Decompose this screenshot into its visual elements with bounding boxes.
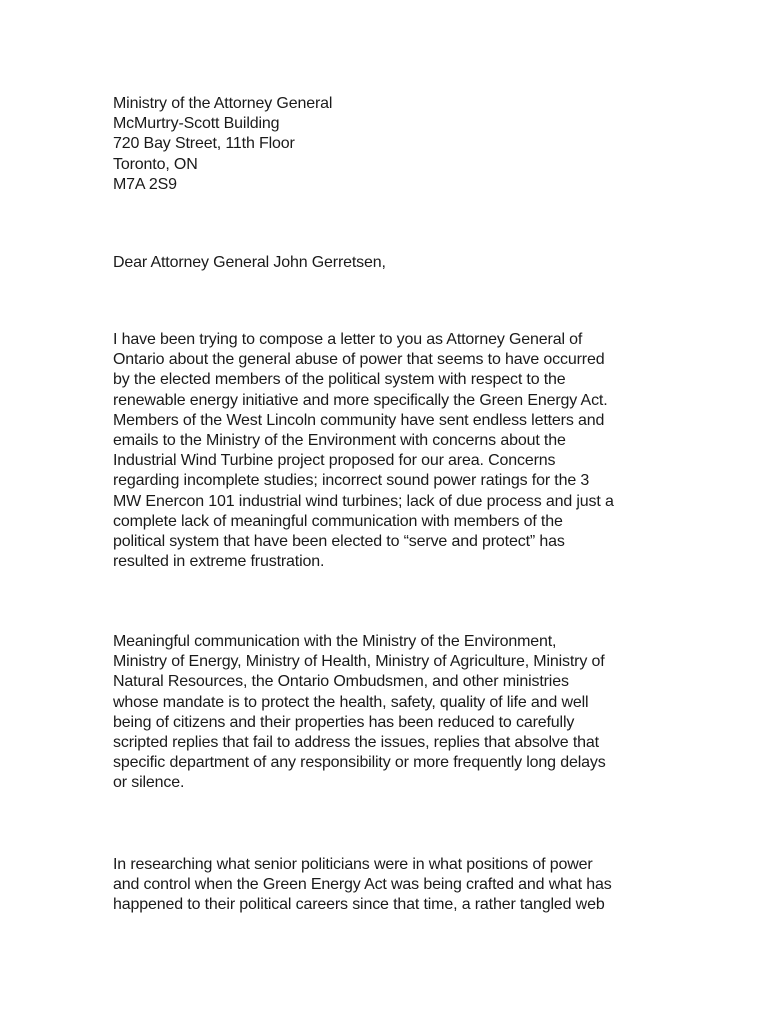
address-line: M7A 2S9 [113,175,177,193]
recipient-address [113,94,673,195]
paragraph-line: regarding incomplete studies; incorrect sound power ratings for the 3 [113,472,590,490]
address-line: 720 Bay Street, 11th Floor [113,135,295,153]
salutation [113,253,673,273]
salutation-text: Dear Attorney General John Gerretsen, [113,254,386,271]
paragraph-line: by the elected members of the political system with respect to the [113,371,566,389]
paragraph-line: Meaningful communication with the Ministry of the Environment, [113,633,557,650]
paragraph-line: In researching what senior politicians were in what positions of power [113,856,593,873]
paragraph-line: specific department of any responsibility or more frequently long delays [113,754,606,772]
paragraph-line: resulted in extreme frustration. [113,553,325,571]
address-line: Ministry of the Attorney General [113,95,333,112]
paragraph-line: Natural Resources, the Ontario Ombudsmen, and other ministries [113,673,569,691]
paragraph-line: I have been trying to compose a letter to you as Attorney General of [113,331,583,348]
paragraph-line: happened to their political careers since that time, a rather tangled web [113,896,605,914]
paragraph-line: whose mandate is to protect the health, safety, quality of life and well [113,693,589,711]
paragraph-1 [113,330,673,572]
paragraph-line: scripted replies that fail to address the issues, replies that absolve that [113,733,599,751]
address-line: McMurtry-Scott Building [113,115,280,133]
address-line: Toronto, ON [113,155,198,173]
paragraph-line: and control when the Green Energy Act was being crafted and what has [113,876,612,894]
paragraph-2 [113,632,673,794]
paragraph-line: MW Enercon 101 industrial wind turbines; lack of due process and just a [113,492,614,510]
paragraph-line: Industrial Wind Turbine project proposed for our area. Concerns [113,452,556,470]
paragraph-line: emails to the Ministry of the Environment with concerns about the [113,431,566,449]
paragraph-line: complete lack of meaningful communication with members of the [113,512,563,530]
paragraph-line: renewable energy initiative and more specifically the Green Energy Act. [113,391,608,409]
paragraph-line: political system that have been elected to “serve and protect” has [113,532,565,550]
paragraph-line: Ministry of Energy, Ministry of Health, Ministry of Agriculture, Ministry of [113,653,605,671]
paragraph-line: or silence. [113,774,185,792]
paragraph-line: Ontario about the general abuse of power that seems to have occurred [113,351,605,369]
paragraph-line: being of citizens and their properties has been reduced to carefully [113,713,575,731]
paragraph-3 [113,855,673,916]
paragraph-line: Members of the West Lincoln community have sent endless letters and [113,411,605,429]
